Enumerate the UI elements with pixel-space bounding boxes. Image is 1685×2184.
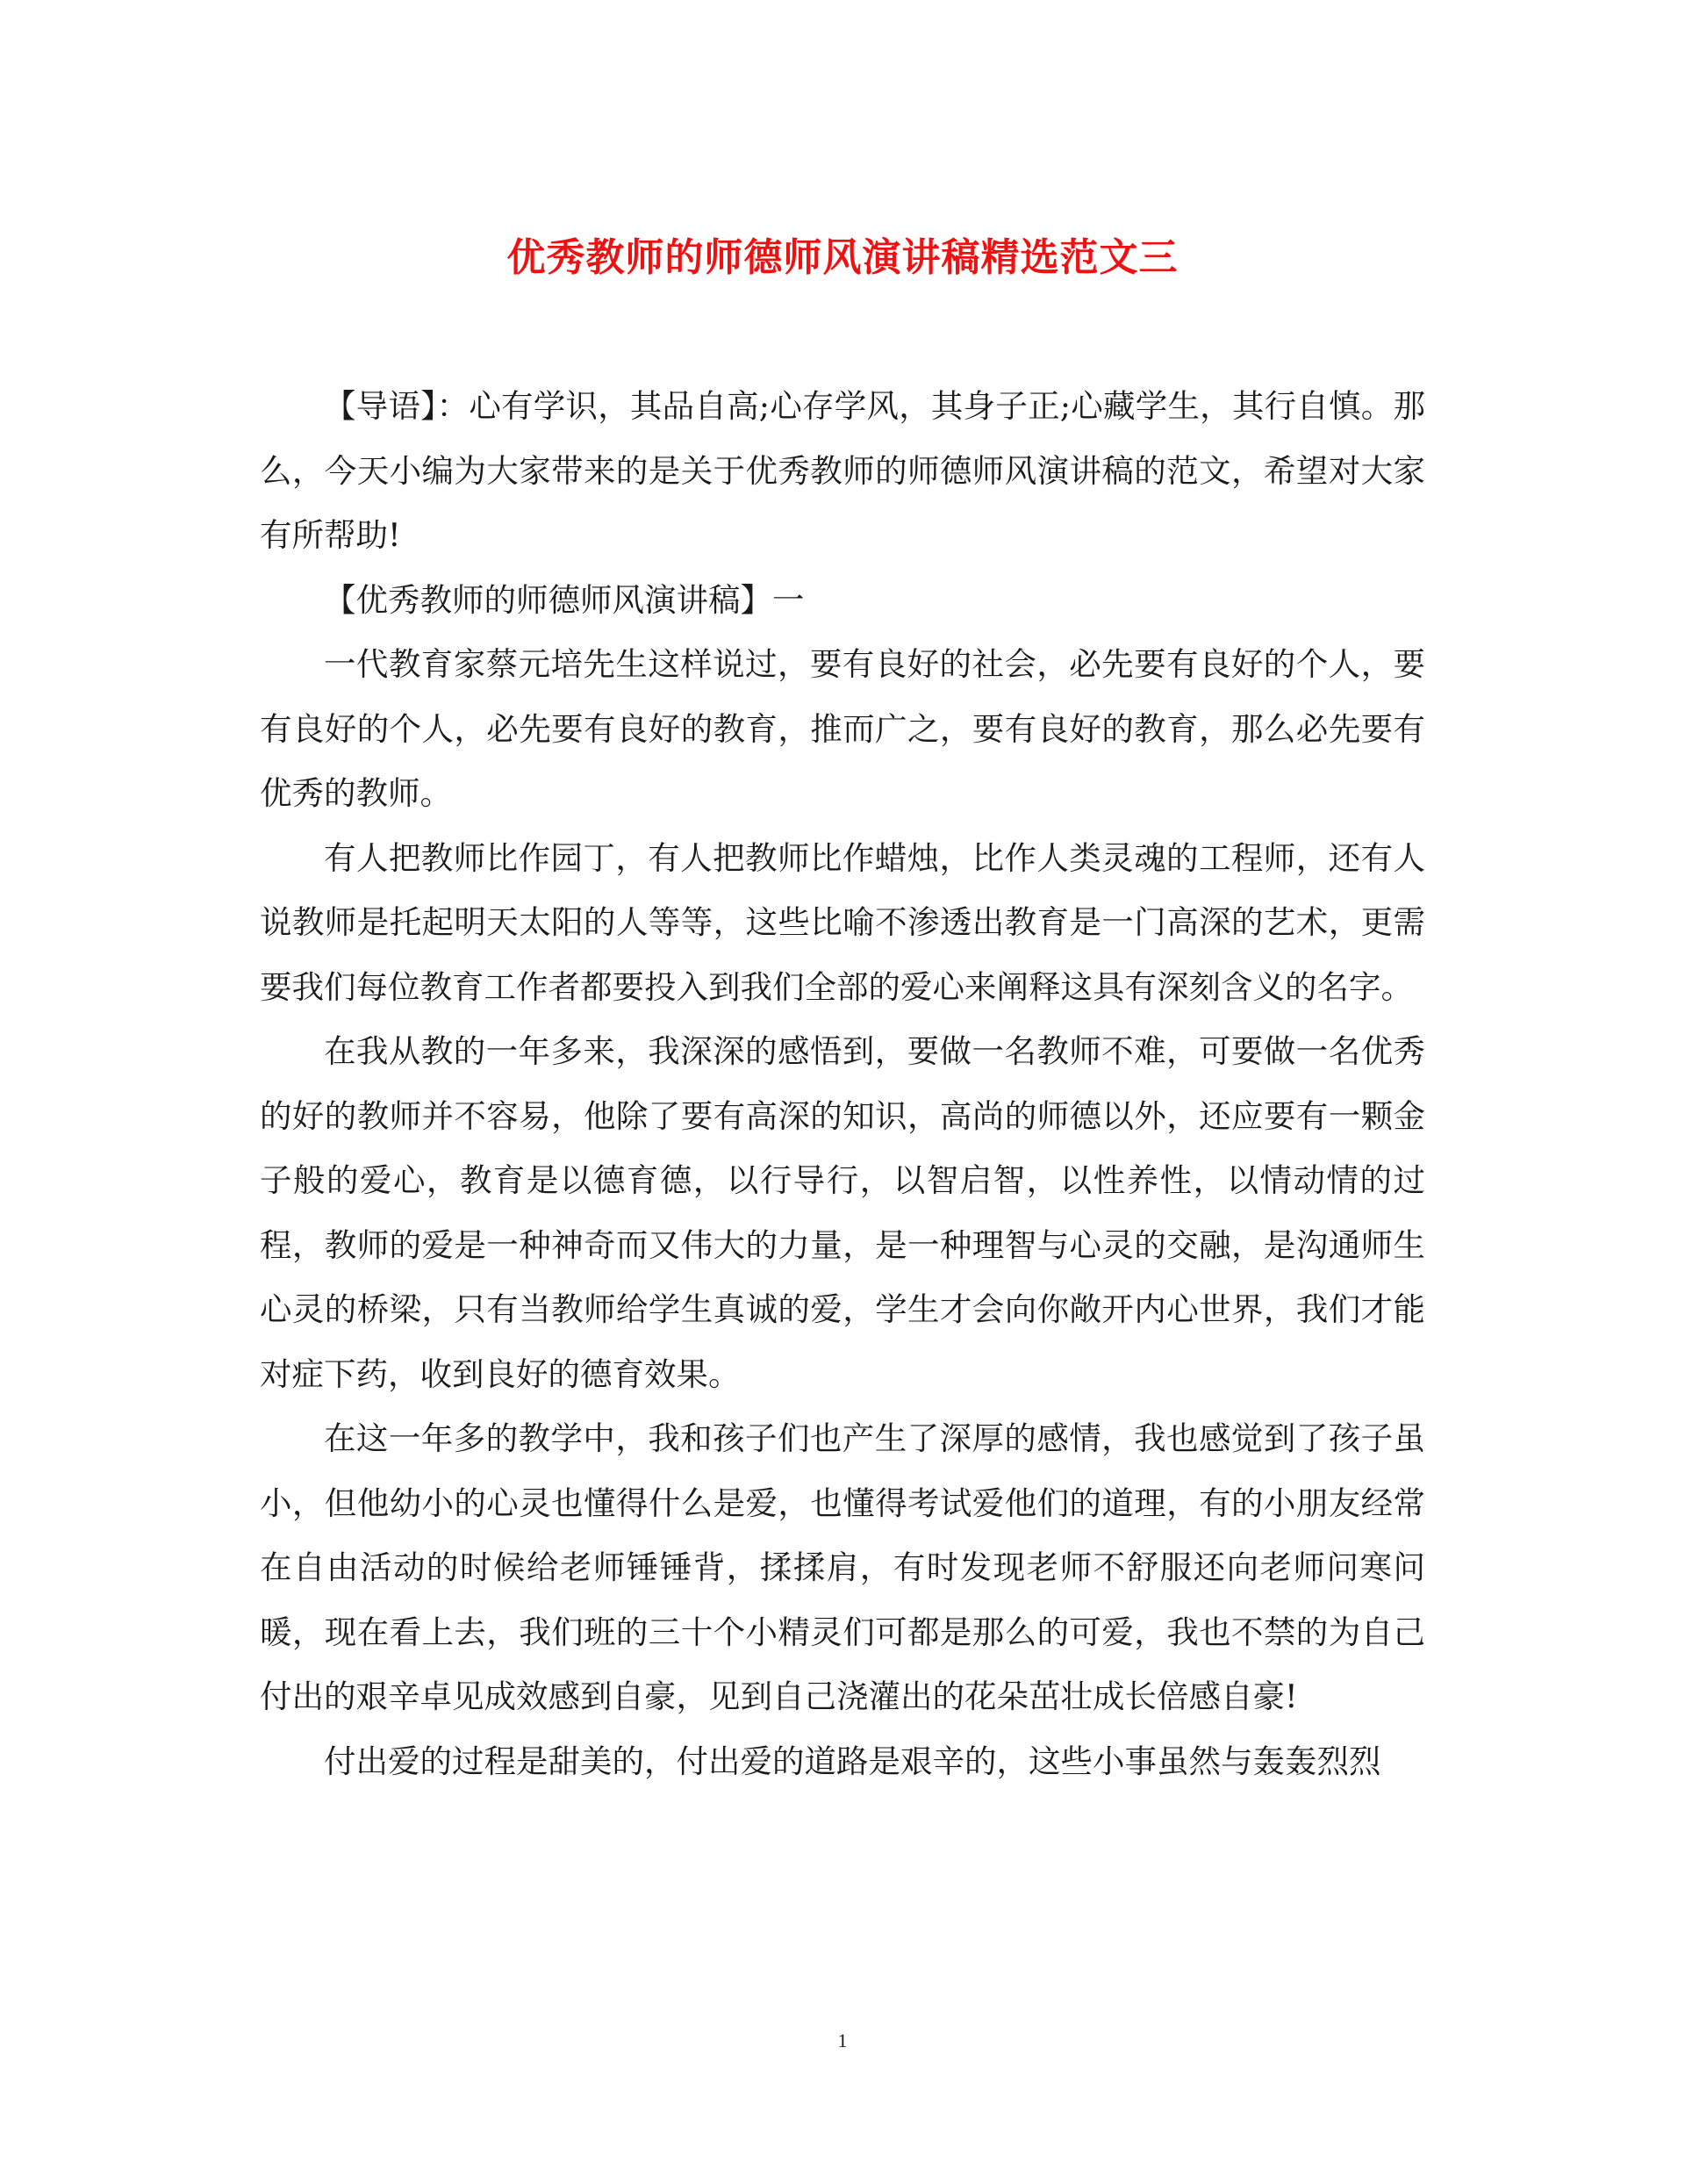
paragraph-section-heading: 【优秀教师的师德师风演讲稿】一 — [324, 580, 805, 619]
paragraph-intro: 【导语】：心有学识，其品自高;心存学风，其身子正;心藏学生，其行自慎。那么，今天小编为大家带来的是关于优秀教师的师德师风演讲稿的范文，希望对大家有所帮助! — [260, 387, 1425, 554]
paragraph: 有人把教师比作园丁，有人把教师比作蜡烛，比作人类灵魂的工程师，还有人说教师是托起明天太阳的人等等，这些比喻不渗透出教育是一门高深的艺术，更需要我们每位教育工作者都要投入到我们全部的爱心来阐释这具有深刻含义的名字。 — [260, 838, 1425, 1006]
paragraph: 在这一年多的教学中，我和孩子们也产生了深厚的感情，我也感觉到了孩子虽小，但他幼小的心灵也懂得什么是爱，也懂得考试爱他们的道理，有的小朋友经常在自由活动的时候给老师锤锤背，揉揉肩，有时发现老师不舒服还向老师问寒问暖，现在看上去，我们班的三十个小精灵们可都是那么的可爱，我也不禁的为自己付出的艰辛卓见成效感到自豪，见到自己浇灌出的花朵茁壮成长倍感自豪! — [260, 1419, 1425, 1715]
paragraph: 在我从教的一年多来，我深深的感悟到，要做一名教师不难，可要做一名优秀的好的教师并不容易，他除了要有高深的知识，高尚的师德以外，还应要有一颗金子般的爱心，教育是以德育德，以行导行，以智启智，以性养性，以情动情的过程，教师的爱是一种神奇而又伟大的力量，是一种理智与心灵的交融，是沟通师生心灵的桥梁，只有当教师给学生真诚的爱，学生才会向你敞开内心世界，我们才能对症下药，收到良好的德育效果。 — [260, 1032, 1425, 1393]
page-number: 1 — [837, 2030, 848, 2051]
paragraph: 付出爱的过程是甜美的，付出爱的道路是艰辛的，这些小事虽然与轰轰烈烈 — [324, 1742, 1381, 1780]
document-title: 优秀教师的师德师风演讲稿精选范文三 — [506, 235, 1179, 280]
paragraph: 一代教育家蔡元培先生这样说过，要有良好的社会，必先要有良好的个人，要有良好的个人，必先要有良好的教育，推而广之，要有良好的教育，那么必先要有优秀的教师。 — [260, 645, 1425, 812]
document-body — [260, 374, 1425, 1793]
